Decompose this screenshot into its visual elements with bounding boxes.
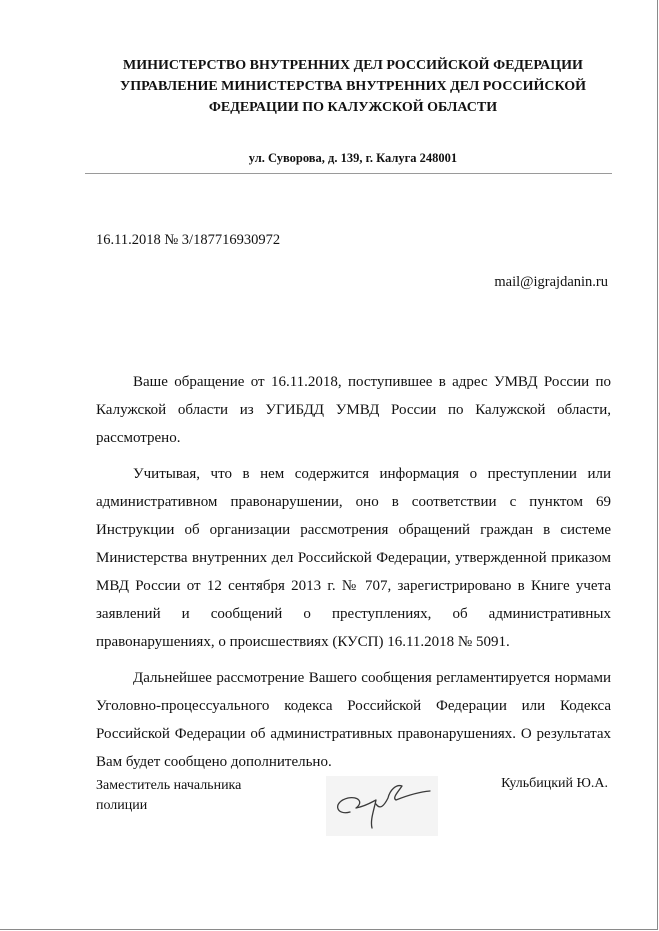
letter-body bbox=[96, 368, 611, 784]
letterhead-address: ул. Суворова, д. 139, г. Калуга 248001 bbox=[248, 151, 458, 165]
letterhead-divider bbox=[85, 173, 612, 174]
document-reference: 16.11.2018 № 3/187716930972 bbox=[96, 232, 281, 248]
body-paragraph-1: Ваше обращение от 16.11.2018, поступившее в адрес УМВД России по Калужской области из УГИБДД УМВД России по Калужской области, рассмотрено. bbox=[96, 374, 611, 446]
signer-title bbox=[96, 776, 286, 816]
signer-name: Кульбицкий Ю.А. bbox=[501, 776, 608, 791]
recipient-email: mail@igrajdanin.ru bbox=[494, 274, 608, 290]
body-paragraph-3: Дальнейшее рассмотрение Вашего сообщения регламентируется нормами Уголовно-процессуального кодекса Российской Федерации или Кодекса Российской Федерации об административных правонарушениях. О результатах Вам будет сообщено дополнительно. bbox=[96, 670, 611, 770]
letterhead bbox=[90, 55, 616, 118]
letterhead-ministry: МИНИСТЕРСТВО ВНУТРЕННИХ ДЕЛ РОССИЙСКОЙ ФЕДЕРАЦИИ bbox=[123, 58, 583, 73]
body-paragraph-2: Учитывая, что в нем содержится информация о преступлении или административном правонарушении, оно в соответствии с пунктом 69 Инструкции об организации рассмотрения обращений граждан в системе Министерства внутренних дел Российской Федерации, утвержденной приказом МВД России от 12 сентября 2013 г. № 707, зарегистрировано в Книге учета заявлений и сообщений о преступлениях, об административных правонарушениях, о происшествиях (КУСП) 16.11.2018 № 5091. bbox=[96, 466, 611, 650]
handwritten-signature bbox=[326, 776, 438, 836]
signer-title-line1: Заместитель начальника bbox=[96, 778, 242, 793]
letterhead-department-line1: УПРАВЛЕНИЕ МИНИСТЕРСТВА ВНУТРЕННИХ ДЕЛ РОССИЙСКОЙ bbox=[119, 79, 587, 94]
letterhead-department-line2: ФЕДЕРАЦИИ ПО КАЛУЖСКОЙ ОБЛАСТИ bbox=[208, 100, 498, 115]
signer-title-line2: полиции bbox=[96, 798, 148, 813]
